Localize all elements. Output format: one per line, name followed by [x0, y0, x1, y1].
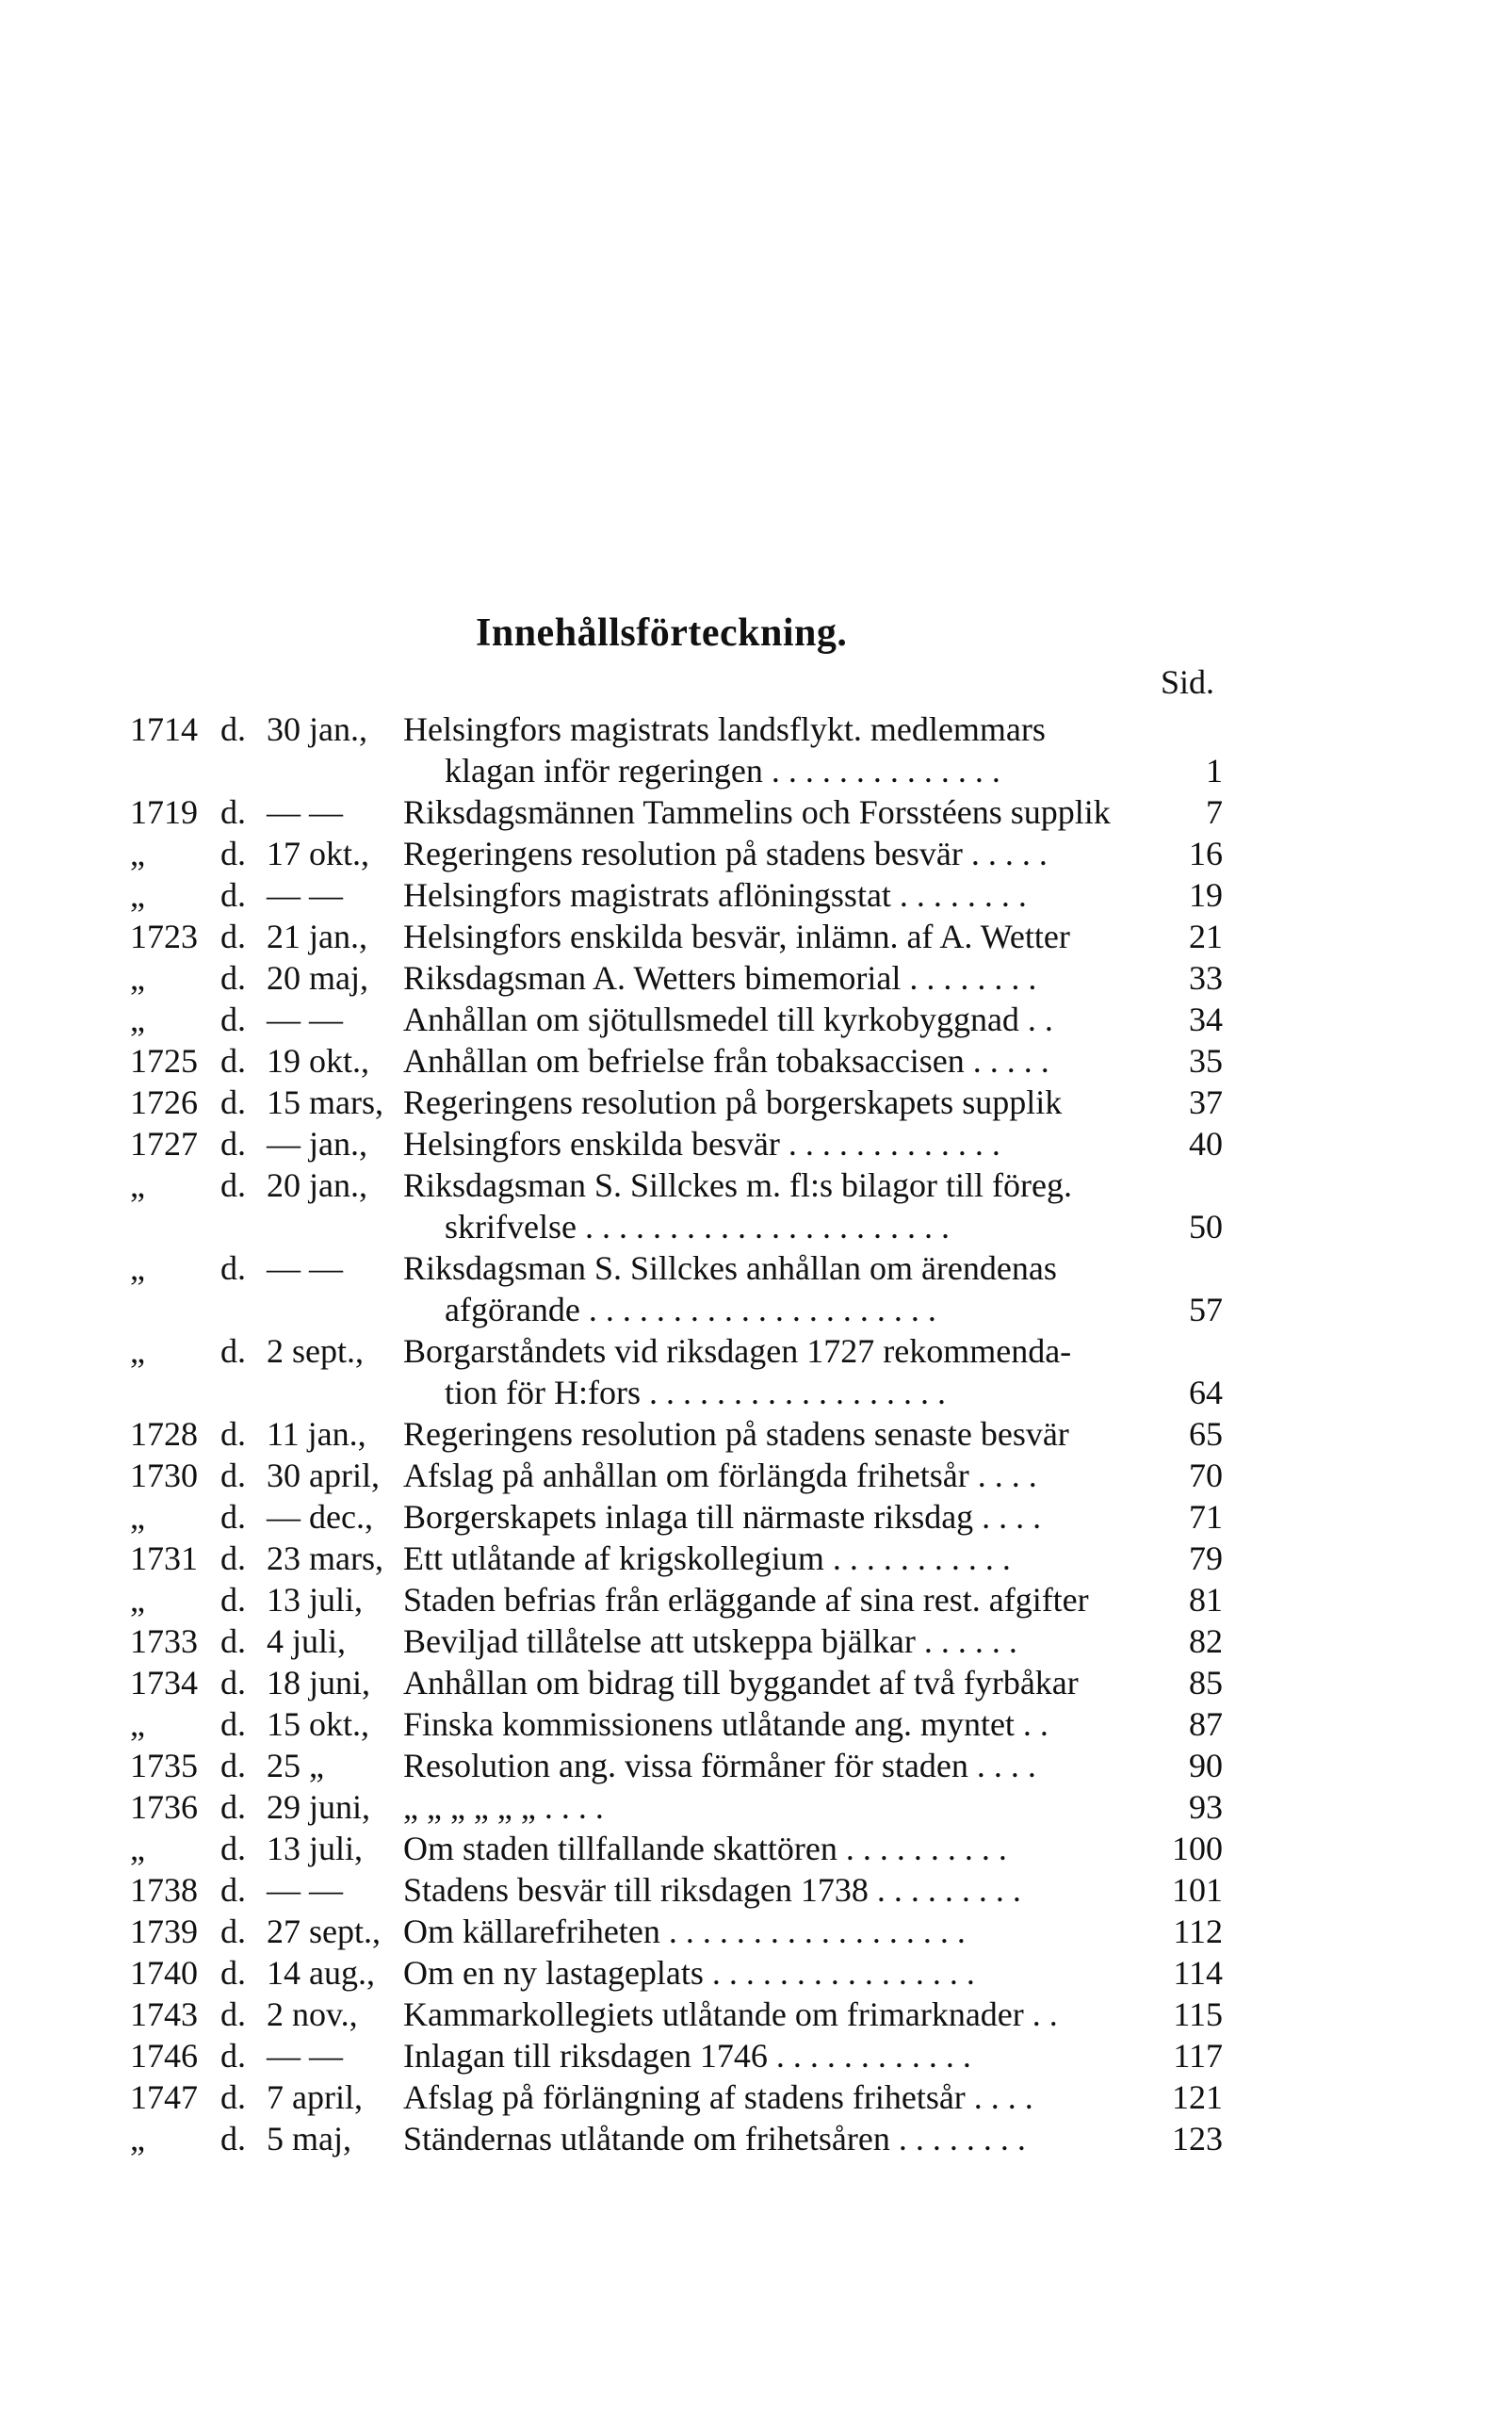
entry-title-line: Regeringens resolution på stadens senaste besvär: [403, 1415, 1069, 1453]
entry-title-line: Beviljad tillåtelse att utskeppa bjälkar . . . . . .: [403, 1622, 1017, 1660]
toc-entry: [130, 1620, 1223, 1662]
entry-year: 1726: [130, 1083, 198, 1121]
entry-title: [403, 1538, 1176, 1579]
toc-entry: [130, 1911, 1223, 1952]
entry-page-number: 16: [1189, 835, 1223, 872]
entry-day-prefix: d.: [220, 710, 246, 748]
entry-year: 1719: [130, 793, 198, 831]
entry-title-line: Afslag på förlängning af stadens frihetsår . . . .: [403, 2078, 1033, 2116]
entry-title-line: Kammarkollegiets utlåtande om frimarknader . .: [403, 1995, 1058, 2033]
entry-title: [403, 1786, 1176, 1828]
entry-page-number: 87: [1189, 1705, 1223, 1743]
toc-entry: [130, 1869, 1223, 1911]
entry-date: 2 nov.,: [267, 1995, 358, 2033]
entry-title: [403, 1994, 1176, 2035]
entry-day-prefix: d.: [220, 1001, 246, 1038]
table-of-contents: [130, 708, 1223, 2159]
entry-page-number: 100: [1172, 1830, 1223, 1867]
entry-title: [403, 1082, 1176, 1123]
entry-title-line: Om staden tillfallande skattören . . . . . . . . . .: [403, 1830, 1007, 1867]
entry-day-prefix: d.: [220, 2037, 246, 2075]
entry-date: 23 mars,: [267, 1539, 383, 1577]
entry-year: 1725: [130, 1042, 198, 1080]
entry-title-line: Inlagan till riksdagen 1746 . . . . . . . . . . . .: [403, 2037, 971, 2075]
entry-year: „: [130, 1001, 145, 1038]
page-title: Innehållsförteckning.: [476, 611, 848, 655]
entry-page-number: 21: [1189, 918, 1223, 955]
entry-page-number: 1: [1206, 752, 1223, 790]
entry-page-number: 19: [1189, 876, 1223, 914]
entry-year: 1735: [130, 1747, 198, 1784]
entry-day-prefix: d.: [220, 1457, 246, 1494]
entry-year: 1728: [130, 1415, 198, 1453]
entry-page-number: 93: [1189, 1788, 1223, 1826]
entry-day-prefix: d.: [220, 918, 246, 955]
entry-title-line: Anhållan om sjötullsmedel till kyrkobyggnad . .: [403, 1001, 1053, 1038]
entry-day-prefix: d.: [220, 1539, 246, 1577]
entry-year: 1747: [130, 2078, 198, 2116]
entry-title-line: Riksdagsman S. Sillckes anhållan om ärendenas: [403, 1249, 1057, 1287]
entry-title-line: Stadens besvär till riksdagen 1738 . . . . . . . . .: [403, 1871, 1021, 1909]
toc-entry: [130, 1413, 1223, 1455]
entry-title-continuation: tion för H:fors . . . . . . . . . . . . . . . . . .: [445, 1374, 946, 1411]
entry-date: — —: [267, 2037, 343, 2075]
entry-date: 2 sept.,: [267, 1332, 364, 1370]
entry-title: [403, 1620, 1176, 1662]
entry-day-prefix: d.: [220, 1747, 246, 1784]
entry-page-number: 85: [1189, 1664, 1223, 1701]
toc-entry: [130, 1040, 1223, 1082]
entry-date: 11 jan.,: [267, 1415, 366, 1453]
entry-day-prefix: d.: [220, 876, 246, 914]
entry-title: [403, 833, 1176, 874]
entry-day-prefix: d.: [220, 1664, 246, 1701]
entry-title: [403, 1040, 1176, 1082]
entry-title-line: Helsingfors enskilda besvär . . . . . . . . . . . . .: [403, 1125, 1000, 1163]
entry-date: — —: [267, 1871, 343, 1909]
entry-title: [403, 1579, 1176, 1620]
entry-title: [403, 1413, 1176, 1455]
entry-day-prefix: d.: [220, 1166, 246, 1204]
toc-entry: [130, 1786, 1223, 1828]
entry-page-number: 90: [1189, 1747, 1223, 1784]
entry-title-line: Anhållan om bidrag till byggandet af två fyrbåkar: [403, 1664, 1079, 1701]
entry-title-line: Borgarståndets vid riksdagen 1727 rekommenda-: [403, 1332, 1072, 1370]
entry-title: [403, 1330, 1176, 1413]
toc-entry: [130, 708, 1223, 791]
entry-title-line: Helsingfors enskilda besvär, inlämn. af A. Wetter: [403, 918, 1070, 955]
entry-page-number: 64: [1189, 1374, 1223, 1411]
entry-title: [403, 957, 1176, 999]
entry-title-continuation: klagan inför regeringen . . . . . . . . . . . . . .: [445, 752, 1000, 790]
entry-year: 1730: [130, 1457, 198, 1494]
entry-page-number: 71: [1189, 1498, 1223, 1536]
entry-page-number: 79: [1189, 1539, 1223, 1577]
page-column-label: Sid.: [1161, 663, 1215, 701]
entry-year: „: [130, 1498, 145, 1536]
entry-page-number: 50: [1189, 1208, 1223, 1246]
entry-title-line: Helsingfors magistrats landsflykt. medlemmars: [403, 710, 1046, 748]
entry-year: „: [130, 876, 145, 914]
entry-title-line: Om en ny lastageplats . . . . . . . . . . . . . . . .: [403, 1954, 975, 1992]
entry-day-prefix: d.: [220, 1871, 246, 1909]
entry-title-line: Afslag på anhållan om förlängda frihetsår . . . .: [403, 1457, 1037, 1494]
entry-page-number: 123: [1172, 2120, 1223, 2157]
entry-page-number: 65: [1189, 1415, 1223, 1453]
entry-page-number: 33: [1189, 959, 1223, 997]
entry-date: — dec.,: [267, 1498, 373, 1536]
entry-title: [403, 2076, 1176, 2118]
entry-title: [403, 1745, 1176, 1786]
entry-title: [403, 708, 1176, 791]
entry-date: 30 jan.,: [267, 710, 367, 748]
entry-day-prefix: d.: [220, 1705, 246, 1743]
entry-title: [403, 1247, 1176, 1330]
entry-page-number: 112: [1173, 1913, 1223, 1950]
entry-title-line: Finska kommissionens utlåtande ang. myntet . .: [403, 1705, 1049, 1743]
entry-title: [403, 791, 1176, 833]
entry-title-line: „ „ „ „ „ „ . . . .: [403, 1788, 604, 1826]
entry-date: 7 april,: [267, 2078, 363, 2116]
entry-page-number: 35: [1189, 1042, 1223, 1080]
entry-title-line: Riksdagsmännen Tammelins och Forsstéens supplik: [403, 793, 1111, 831]
entry-title-line: Anhållan om befrielse från tobaksaccisen . . . . .: [403, 1042, 1049, 1080]
entry-day-prefix: d.: [220, 1042, 246, 1080]
entry-title-continuation: afgörande . . . . . . . . . . . . . . . . . . . . .: [445, 1291, 936, 1328]
entry-date: 19 okt.,: [267, 1042, 370, 1080]
toc-entry: [130, 1330, 1223, 1413]
entry-title-line: Regeringens resolution på borgerskapets supplik: [403, 1083, 1063, 1121]
toc-entry: [130, 1247, 1223, 1330]
toc-entry: [130, 1994, 1223, 2035]
toc-entry: [130, 1745, 1223, 1786]
entry-year: „: [130, 1705, 145, 1743]
entry-title-continuation: skrifvelse . . . . . . . . . . . . . . . . . . . . . .: [445, 1208, 950, 1246]
entry-day-prefix: d.: [220, 959, 246, 997]
entry-day-prefix: d.: [220, 1830, 246, 1867]
entry-year: „: [130, 2120, 145, 2157]
entry-year: 1738: [130, 1871, 198, 1909]
toc-entry: [130, 2118, 1223, 2159]
entry-day-prefix: d.: [220, 1954, 246, 1992]
entry-day-prefix: d.: [220, 1125, 246, 1163]
entry-title: [403, 1828, 1176, 1869]
entry-title-line: Riksdagsman A. Wetters bimemorial . . . . . . . .: [403, 959, 1037, 997]
entry-page-number: 115: [1173, 1995, 1223, 2033]
entry-title: [403, 1911, 1176, 1952]
entry-year: 1739: [130, 1913, 198, 1950]
entry-year: „: [130, 1249, 145, 1287]
entry-title: [403, 1164, 1176, 1247]
entry-page-number: 117: [1173, 2037, 1223, 2075]
entry-title: [403, 2035, 1176, 2076]
entry-title: [403, 999, 1176, 1040]
entry-page-number: 57: [1189, 1291, 1223, 1328]
entry-page-number: 82: [1189, 1622, 1223, 1660]
entry-date: — —: [267, 876, 343, 914]
entry-date: 14 aug.,: [267, 1954, 375, 1992]
toc-entry: [130, 1662, 1223, 1703]
entry-year: 1731: [130, 1539, 198, 1577]
entry-date: — —: [267, 1001, 343, 1038]
entry-title: [403, 874, 1176, 916]
entry-year: 1723: [130, 918, 198, 955]
entry-page-number: 81: [1189, 1581, 1223, 1619]
entry-title-line: Om källarefriheten . . . . . . . . . . . . . . . . . .: [403, 1913, 966, 1950]
entry-day-prefix: d.: [220, 1581, 246, 1619]
toc-entry: [130, 1455, 1223, 1496]
entry-title-line: Borgerskapets inlaga till närmaste riksdag . . . .: [403, 1498, 1042, 1536]
entry-title-line: Ständernas utlåtande om frihetsåren . . . . . . . .: [403, 2120, 1026, 2157]
toc-entry: [130, 791, 1223, 833]
toc-entry: [130, 2035, 1223, 2076]
entry-day-prefix: d.: [220, 1913, 246, 1950]
entry-title-line: Staden befrias från erläggande af sina rest. afgifter: [403, 1581, 1089, 1619]
entry-date: 20 maj,: [267, 959, 368, 997]
toc-entry: [130, 1579, 1223, 1620]
toc-entry: [130, 1123, 1223, 1164]
toc-entry: [130, 1952, 1223, 1994]
entry-title: [403, 2118, 1176, 2159]
entry-date: 5 maj,: [267, 2120, 351, 2157]
toc-entry: [130, 916, 1223, 957]
toc-entry: [130, 957, 1223, 999]
entry-year: „: [130, 1166, 145, 1204]
entry-title-line: Helsingfors magistrats aflöningsstat . . . . . . . .: [403, 876, 1027, 914]
entry-date: 18 juni,: [267, 1664, 371, 1701]
entry-date: — —: [267, 793, 343, 831]
entry-title: [403, 1662, 1176, 1703]
entry-page-number: 37: [1189, 1083, 1223, 1121]
entry-day-prefix: d.: [220, 2078, 246, 2116]
entry-date: 4 juli,: [267, 1622, 347, 1660]
entry-page-number: 70: [1189, 1457, 1223, 1494]
entry-title: [403, 1952, 1176, 1994]
entry-day-prefix: d.: [220, 1788, 246, 1826]
toc-entry: [130, 2076, 1223, 2118]
entry-year: 1727: [130, 1125, 198, 1163]
entry-date: — jan.,: [267, 1125, 367, 1163]
entry-day-prefix: d.: [220, 1083, 246, 1121]
entry-page-number: 121: [1172, 2078, 1223, 2116]
entry-date: 15 mars,: [267, 1083, 383, 1121]
entry-title-line: Resolution ang. vissa förmåner för staden . . . .: [403, 1747, 1036, 1784]
entry-year: 1714: [130, 710, 198, 748]
toc-entry: [130, 874, 1223, 916]
toc-entry: [130, 999, 1223, 1040]
entry-day-prefix: d.: [220, 1332, 246, 1370]
entry-date: 27 sept.,: [267, 1913, 381, 1950]
entry-page-number: 7: [1206, 793, 1223, 831]
entry-year: „: [130, 959, 145, 997]
entry-title: [403, 1496, 1176, 1538]
entry-page-number: 101: [1172, 1871, 1223, 1909]
toc-entry: [130, 1703, 1223, 1745]
entry-page-number: 34: [1189, 1001, 1223, 1038]
toc-entry: [130, 1828, 1223, 1869]
entry-year: 1746: [130, 2037, 198, 2075]
toc-entry: [130, 1496, 1223, 1538]
entry-title: [403, 1703, 1176, 1745]
entry-year: „: [130, 1581, 145, 1619]
toc-entry: [130, 1082, 1223, 1123]
entry-date: 13 juli,: [267, 1581, 364, 1619]
entry-year: „: [130, 1332, 145, 1370]
entry-page-number: 40: [1189, 1125, 1223, 1163]
entry-year: 1740: [130, 1954, 198, 1992]
toc-entry: [130, 833, 1223, 874]
entry-title: [403, 916, 1176, 957]
entry-day-prefix: d.: [220, 2120, 246, 2157]
entry-date: — —: [267, 1249, 343, 1287]
entry-year: 1734: [130, 1664, 198, 1701]
entry-date: 30 april,: [267, 1457, 380, 1494]
entry-title: [403, 1123, 1176, 1164]
entry-title-line: Regeringens resolution på stadens besvär . . . . .: [403, 835, 1048, 872]
entry-day-prefix: d.: [220, 793, 246, 831]
entry-date: 20 jan.,: [267, 1166, 367, 1204]
entry-day-prefix: d.: [220, 1995, 246, 2033]
entry-year: 1736: [130, 1788, 198, 1826]
entry-title: [403, 1455, 1176, 1496]
entry-date: 15 okt.,: [267, 1705, 370, 1743]
entry-title-line: Ett utlåtande af krigskollegium . . . . . . . . . . .: [403, 1539, 1011, 1577]
entry-title: [403, 1869, 1176, 1911]
entry-day-prefix: d.: [220, 1498, 246, 1536]
entry-date: 17 okt.,: [267, 835, 370, 872]
entry-year: „: [130, 835, 145, 872]
entry-day-prefix: d.: [220, 835, 246, 872]
entry-title-line: Riksdagsman S. Sillckes m. fl:s bilagor till föreg.: [403, 1166, 1072, 1204]
entry-date: 29 juni,: [267, 1788, 371, 1826]
toc-entry: [130, 1164, 1223, 1247]
entry-page-number: 114: [1173, 1954, 1223, 1992]
entry-day-prefix: d.: [220, 1415, 246, 1453]
entry-date: 21 jan.,: [267, 918, 367, 955]
entry-year: „: [130, 1830, 145, 1867]
entry-year: 1743: [130, 1995, 198, 2033]
toc-entry: [130, 1538, 1223, 1579]
entry-day-prefix: d.: [220, 1622, 246, 1660]
entry-day-prefix: d.: [220, 1249, 246, 1287]
entry-date: 25 „: [267, 1747, 324, 1784]
entry-date: 13 juli,: [267, 1830, 364, 1867]
entry-year: 1733: [130, 1622, 198, 1660]
